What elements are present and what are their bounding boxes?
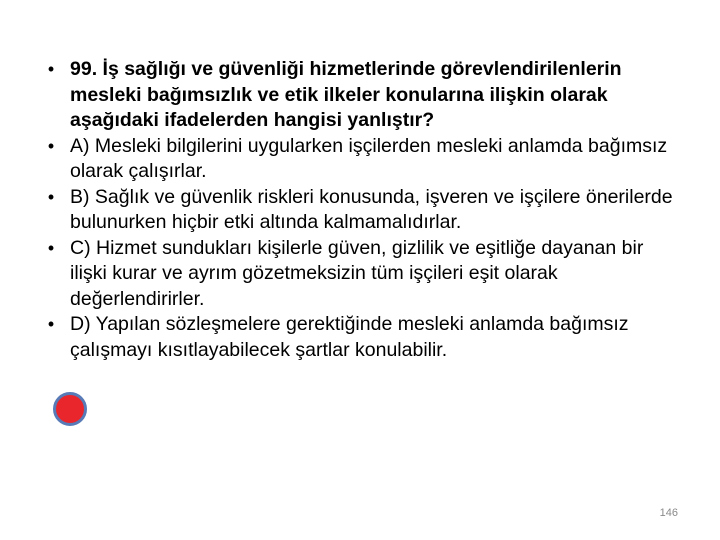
page-number: 146 <box>659 507 678 519</box>
question-item <box>40 57 680 134</box>
option-c-text: C) Hizmet sundukları kişilerle güven, gizlilik ve eşitliğe dayanan bir ilişki kurar ve ayrım gözetmeksizin tüm işçileri eşit olarak değerlendirirler. <box>70 236 644 310</box>
option-d <box>40 312 680 363</box>
option-b <box>40 185 680 236</box>
bullet-list <box>40 57 680 363</box>
option-b-text: B) Sağlık ve güvenlik riskleri konusunda, işveren ve işçilere önerilerde bulunurken hiçbir etki altında kalmamalıdırlar. <box>70 185 673 233</box>
question-text: 99. İş sağlığı ve güvenliği hizmetlerinde görevlendirilenlerin mesleki bağımsızlık ve etik ilkeler konularına ilişkin olarak aşağıdaki ifadelerden hangisi yanlıştır? <box>70 58 622 131</box>
option-d-text: D) Yapılan sözleşmelere gerektiğinde mesleki anlamda bağımsız çalışmayı kısıtlayabilecek şartlar konulabilir. <box>70 313 629 361</box>
option-a <box>40 134 680 185</box>
bullet-icon: • <box>47 135 55 156</box>
bullet-icon: • <box>47 237 55 258</box>
bullet-icon: • <box>47 186 55 207</box>
bullet-icon: • <box>47 314 55 334</box>
option-a-text: A) Mesleki bilgilerini uygularken işçilerden mesleki anlamda bağımsız olarak çalışırlar. <box>70 134 668 182</box>
bullet-icon: • <box>47 59 55 79</box>
selected-answer-marker-icon <box>53 392 87 426</box>
option-c <box>40 236 680 313</box>
